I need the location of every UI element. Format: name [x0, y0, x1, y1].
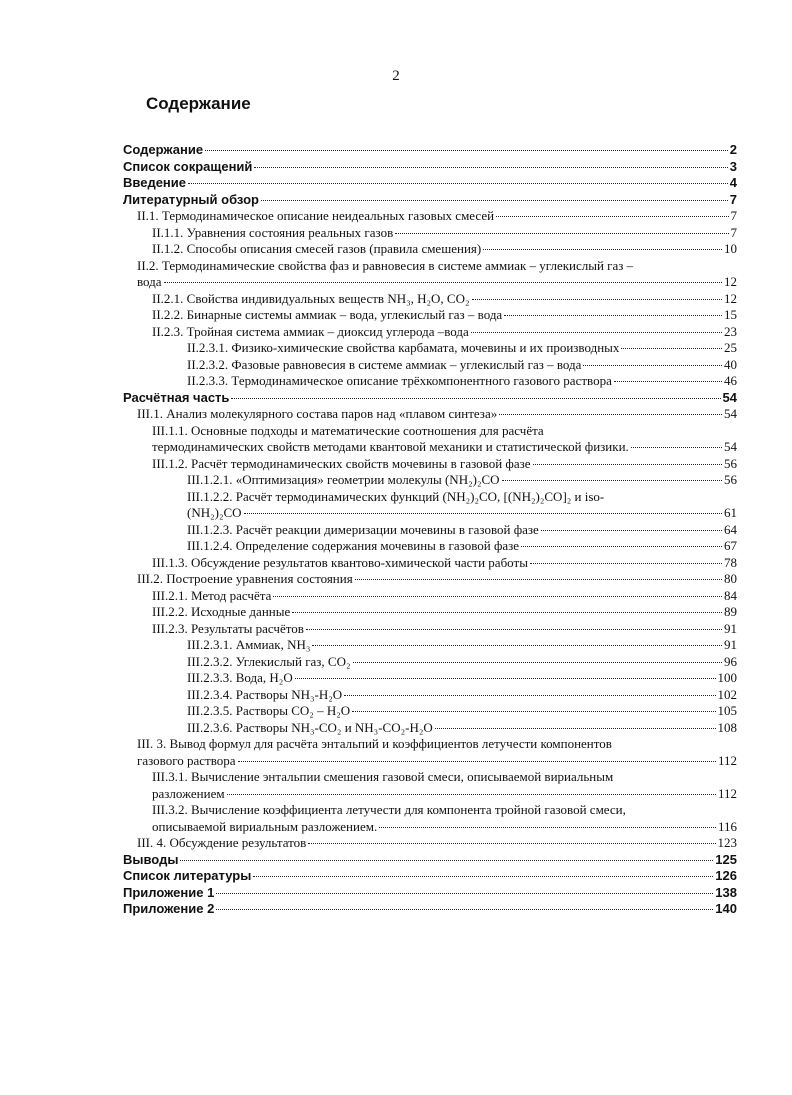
toc-page-number: 123: [717, 835, 737, 850]
toc-entry-title: II.1.2. Способы описания смесей газов (правила смешения): [152, 241, 482, 256]
toc-entry-title: III.2.3.3. Вода, H₂O: [187, 670, 293, 685]
toc-entry[interactable]: [123, 357, 737, 374]
toc-page-number: 2: [729, 142, 737, 157]
toc-entry[interactable]: [123, 868, 737, 885]
dot-leader: [292, 612, 722, 613]
toc-entry[interactable]: [123, 472, 737, 489]
toc-entry-title: III.2.1. Метод расчёта: [152, 587, 272, 603]
toc-entry-row: [187, 687, 737, 704]
toc-entry-title: Литературный обзор: [123, 191, 259, 207]
toc-entry-title: III.2.3.4. Растворы NH₃-H₂O: [187, 686, 343, 702]
toc-entry[interactable]: [123, 291, 737, 308]
dot-leader: [312, 645, 722, 646]
dot-leader: [541, 530, 722, 531]
toc-entry-title: Выводы: [123, 851, 179, 867]
toc-entry-row: [152, 786, 737, 803]
toc-entry[interactable]: [123, 703, 737, 720]
toc-entry-row: [123, 852, 737, 869]
toc-page-number: 91: [724, 637, 737, 652]
toc-page-number: 46: [724, 373, 737, 388]
toc-entry[interactable]: [123, 406, 737, 423]
dot-leader: [180, 860, 713, 861]
dot-leader: [273, 596, 722, 597]
dot-leader: [244, 513, 722, 514]
dot-leader: [533, 464, 722, 465]
dot-leader: [379, 827, 716, 828]
toc-entry-row: [152, 439, 737, 456]
dot-leader: [216, 893, 713, 894]
toc-entry-row: [152, 555, 737, 572]
dot-leader: [583, 365, 722, 366]
toc-entry-title: II.2.3. Тройная система аммиак – диоксид углерода –вода: [152, 323, 469, 339]
toc-entry-row: [137, 274, 737, 291]
toc-page-number: 80: [724, 571, 737, 586]
toc-entry-title: III.2.3.1. Аммиак, NH₃: [187, 637, 311, 652]
toc-page-number: 91: [724, 620, 737, 636]
toc-entry-title: III.2.3.6. Растворы NH₃-CO₂ и NH₃-CO₂-H₂O: [187, 719, 433, 735]
dot-leader: [308, 843, 715, 844]
toc-entry[interactable]: [123, 390, 737, 407]
toc-page-number: 96: [724, 653, 737, 669]
toc-entry[interactable]: [123, 142, 737, 159]
toc-entry[interactable]: [123, 307, 737, 324]
toc-page-number: 61: [724, 505, 737, 520]
toc-page-number: 78: [724, 554, 737, 570]
toc-entry-row: [152, 225, 737, 242]
toc-entry-title: II.2.2. Бинарные системы аммиак – вода, углекислый газ – вода: [152, 307, 503, 322]
toc-entry-row: [152, 456, 737, 473]
toc-page-number: 54: [724, 406, 737, 421]
page-number: 2: [392, 68, 400, 84]
dot-leader: [530, 563, 722, 564]
toc-entry-row: [152, 324, 737, 341]
toc-entry-row: [123, 901, 737, 918]
toc-entry[interactable]: [123, 852, 737, 869]
toc-entry[interactable]: [123, 670, 737, 687]
toc-entry[interactable]: [123, 225, 737, 242]
page-title: Содержание: [146, 94, 251, 113]
toc-entry-row: [187, 654, 737, 671]
dot-leader: [504, 315, 722, 316]
toc-entry-row: [123, 868, 737, 885]
toc-entry-row: [187, 720, 737, 737]
dot-leader: [521, 546, 722, 547]
toc-entry-title-line: III.1.2.2. Расчёт термодинамических функций (NH₂)₂CO, [(NH₂)₂CO]₂ и iso-: [187, 488, 605, 504]
toc-page-number: 10: [724, 241, 737, 256]
dot-leader: [472, 299, 722, 300]
toc-page-number: 108: [717, 719, 737, 735]
toc-entry-title: Введение: [123, 175, 186, 190]
toc-entry[interactable]: [123, 423, 737, 456]
toc-page-number: 84: [724, 587, 737, 603]
toc-entry-row: [187, 538, 737, 555]
toc-page-number: 7: [730, 208, 737, 223]
toc-page-number: 7: [729, 191, 737, 207]
toc-entry[interactable]: [123, 637, 737, 654]
dot-leader: [621, 348, 722, 349]
toc-entry[interactable]: [123, 621, 737, 638]
dot-leader: [496, 216, 728, 217]
toc-entry-title: термодинамических свойств методами квантовой механики и статистической физики.: [152, 439, 629, 454]
toc-entry[interactable]: [123, 538, 737, 555]
toc-page-number: 54: [724, 439, 737, 454]
toc-page-number: 105: [717, 703, 737, 718]
table-of-contents: [123, 142, 737, 918]
toc-entry-row: [152, 604, 737, 621]
toc-entry[interactable]: [123, 340, 737, 357]
toc-entry-title: Содержание: [123, 142, 204, 157]
dot-leader: [631, 447, 722, 448]
toc-page-number: 56: [724, 455, 737, 471]
toc-entry[interactable]: [123, 522, 737, 539]
dot-leader: [435, 728, 716, 729]
toc-entry-row: [137, 835, 737, 852]
toc-page-number: 15: [724, 307, 737, 322]
toc-entry-title-line: III.3.2. Вычисление коэффициента летучести для компонента тройной газовой смеси,: [152, 802, 626, 817]
toc-page-number: 112: [717, 752, 737, 768]
dot-leader: [614, 381, 722, 382]
toc-entry[interactable]: [123, 885, 737, 902]
dot-leader: [355, 579, 722, 580]
toc-entry-row: [187, 637, 737, 654]
dot-leader: [502, 480, 722, 481]
toc-page-number: 56: [724, 472, 737, 487]
toc-entry-title: II.1. Термодинамическое описание неидеальных газовых смесей: [137, 208, 495, 223]
toc-entry[interactable]: [123, 588, 737, 605]
toc-entry-title: Список литературы: [123, 868, 252, 883]
dot-leader: [395, 233, 728, 234]
toc-entry[interactable]: [123, 687, 737, 704]
toc-entry-title: III.2.3.5. Растворы CO₂ – H₂O: [187, 703, 351, 718]
toc-entry-title: Приложение 2: [123, 901, 215, 916]
toc-entry-title: III. 4. Обсуждение результатов: [137, 835, 307, 850]
toc-entry-title: III.1.2.4. Определение содержания мочевины в газовой фазе: [187, 538, 520, 553]
toc-page-number: 40: [724, 356, 737, 372]
toc-entry-title-line: III.1.1. Основные подходы и математические соотношения для расчёта: [152, 422, 544, 438]
toc-entry-row: [137, 406, 737, 423]
toc-entry-row: [123, 159, 737, 176]
toc-entry-row: [137, 208, 737, 225]
toc-page-number: 12: [724, 290, 737, 306]
toc-entry-title: III.1.2.1. «Оптимизация» геометрии молекулы (NH₂)₂CO: [187, 472, 500, 487]
toc-entry-title: II.1.1. Уравнения состояния реальных газов: [152, 224, 394, 240]
toc-page-number: 7: [730, 224, 737, 240]
toc-entry-title: III.2.3. Результаты расчётов: [152, 620, 304, 636]
toc-entry-row: [187, 340, 737, 357]
toc-entry-title: III.2.3.2. Углекислый газ, CO₂: [187, 653, 351, 669]
dot-leader: [344, 695, 715, 696]
dot-leader: [216, 909, 713, 910]
toc-entry-title: Расчётная часть: [123, 389, 230, 405]
toc-entry-title: (NH₂)₂CO: [187, 505, 242, 520]
toc-entry-title: разложением: [152, 785, 225, 801]
toc-entry[interactable]: [123, 720, 737, 737]
toc-entry-row: [123, 142, 737, 159]
toc-page-number: 64: [724, 521, 737, 537]
dot-leader: [261, 200, 728, 201]
toc-entry-row: [187, 522, 737, 539]
toc-entry[interactable]: [123, 802, 737, 835]
toc-entry[interactable]: [123, 555, 737, 572]
toc-entry[interactable]: [123, 769, 737, 802]
toc-entry-title-line: II.2. Термодинамические свойства фаз и равновесия в системе аммиак – углекислый газ –: [137, 257, 634, 273]
toc-page-number: 140: [715, 901, 737, 916]
toc-entry[interactable]: [123, 258, 737, 291]
toc-entry[interactable]: [123, 159, 737, 176]
toc-page-number: 54: [722, 389, 737, 405]
toc-entry-title: Приложение 1: [123, 884, 215, 900]
dot-leader: [499, 414, 722, 415]
toc-entry-row: [152, 291, 737, 308]
toc-entry-title: описываемой вириальным разложением.: [152, 818, 378, 834]
toc-entry-title: III.1. Анализ молекулярного состава паров над «плавом синтеза»: [137, 406, 498, 421]
toc-page-number: 138: [715, 884, 737, 900]
toc-entry-row: [123, 175, 737, 192]
toc-entry-row: [152, 819, 737, 836]
toc-page-number: 102: [717, 686, 737, 702]
toc-entry[interactable]: [123, 208, 737, 225]
toc-page-number: 112: [717, 785, 737, 801]
toc-page-number: 89: [724, 604, 737, 619]
toc-entry-title: газового раствора: [137, 752, 236, 768]
toc-entry-row: [187, 357, 737, 374]
toc-entry[interactable]: [123, 373, 737, 390]
toc-entry-title: III.1.2.3. Расчёт реакции димеризации мочевины в газовой фазе: [187, 521, 539, 537]
dot-leader: [353, 662, 722, 663]
toc-entry-row: [123, 885, 737, 902]
dot-leader: [164, 282, 722, 283]
toc-entry[interactable]: [123, 489, 737, 522]
toc-entry-row: [137, 753, 737, 770]
toc-page-number: 100: [717, 670, 737, 685]
toc-entry[interactable]: [123, 192, 737, 209]
toc-page-number: 3: [729, 158, 737, 174]
toc-entry-row: [152, 241, 737, 258]
dot-leader: [253, 876, 713, 877]
toc-entry-row: [187, 703, 737, 720]
toc-entry-row: [137, 571, 737, 588]
toc-entry[interactable]: [123, 175, 737, 192]
toc-page-number: 67: [724, 538, 737, 553]
toc-entry-row: [187, 373, 737, 390]
toc-entry-title: III.1.2. Расчёт термодинамических свойств мочевины в газовой фазе: [152, 455, 531, 471]
toc-entry-title: Список сокращений: [123, 158, 253, 174]
toc-entry[interactable]: [123, 456, 737, 473]
toc-entry[interactable]: [123, 835, 737, 852]
dot-leader: [227, 794, 716, 795]
toc-entry-row: [152, 621, 737, 638]
toc-entry-row: [123, 192, 737, 209]
toc-entry[interactable]: [123, 736, 737, 769]
toc-entry-row: [187, 472, 737, 489]
toc-entry-title-line: III. 3. Вывод формул для расчёта энтальпий и коэффициентов летучести компонентов: [137, 736, 612, 751]
toc-page-number: 116: [717, 818, 737, 834]
toc-entry[interactable]: [123, 324, 737, 341]
toc-page-number: 125: [715, 851, 737, 867]
dot-leader: [306, 629, 722, 630]
toc-entry-title: III.2. Построение уравнения состояния: [137, 571, 353, 586]
toc-entry[interactable]: [123, 901, 737, 918]
toc-entry-title: III.1.3. Обсуждение результатов квантово-химической части работы: [152, 554, 528, 570]
toc-entry-row: [187, 505, 737, 522]
toc-page-number: 23: [724, 323, 737, 339]
dot-leader: [352, 711, 715, 712]
toc-page-number: 12: [724, 274, 737, 289]
dot-leader: [483, 249, 722, 250]
toc-entry-row: [187, 670, 737, 687]
dot-leader: [188, 183, 728, 184]
toc-entry-title: III.2.2. Исходные данные: [152, 604, 291, 619]
toc-entry-title: II.2.3.2. Фазовые равновесия в системе аммиак – углекислый газ – вода: [187, 356, 582, 372]
toc-page-number: 126: [715, 868, 737, 883]
toc-entry-title: вода: [137, 274, 162, 289]
dot-leader: [231, 398, 720, 399]
toc-entry-title: II.2.1. Свойства индивидуальных веществ NH₃, H₂O, CO₂: [152, 290, 470, 306]
toc-entry-title: II.2.3.1. Физико-химические свойства карбамата, мочевины и их производных: [187, 340, 620, 355]
toc-entry[interactable]: [123, 604, 737, 621]
dot-leader: [205, 150, 728, 151]
toc-entry-row: [152, 588, 737, 605]
toc-page-number: 4: [729, 175, 737, 190]
toc-entry[interactable]: [123, 241, 737, 258]
dot-leader: [238, 761, 716, 762]
toc-page-number: 25: [724, 340, 737, 355]
toc-entry-title: II.2.3.3. Термодинамическое описание трёхкомпонентного газового раствора: [187, 373, 612, 388]
toc-entry-row: [152, 307, 737, 324]
toc-entry[interactable]: [123, 571, 737, 588]
toc-entry[interactable]: [123, 654, 737, 671]
toc-entry-title-line: III.3.1. Вычисление энтальпии смешения газовой смеси, описываемой вириальным: [152, 769, 614, 784]
toc-entry-row: [123, 390, 737, 407]
dot-leader: [254, 167, 727, 168]
dot-leader: [295, 678, 716, 679]
dot-leader: [471, 332, 722, 333]
